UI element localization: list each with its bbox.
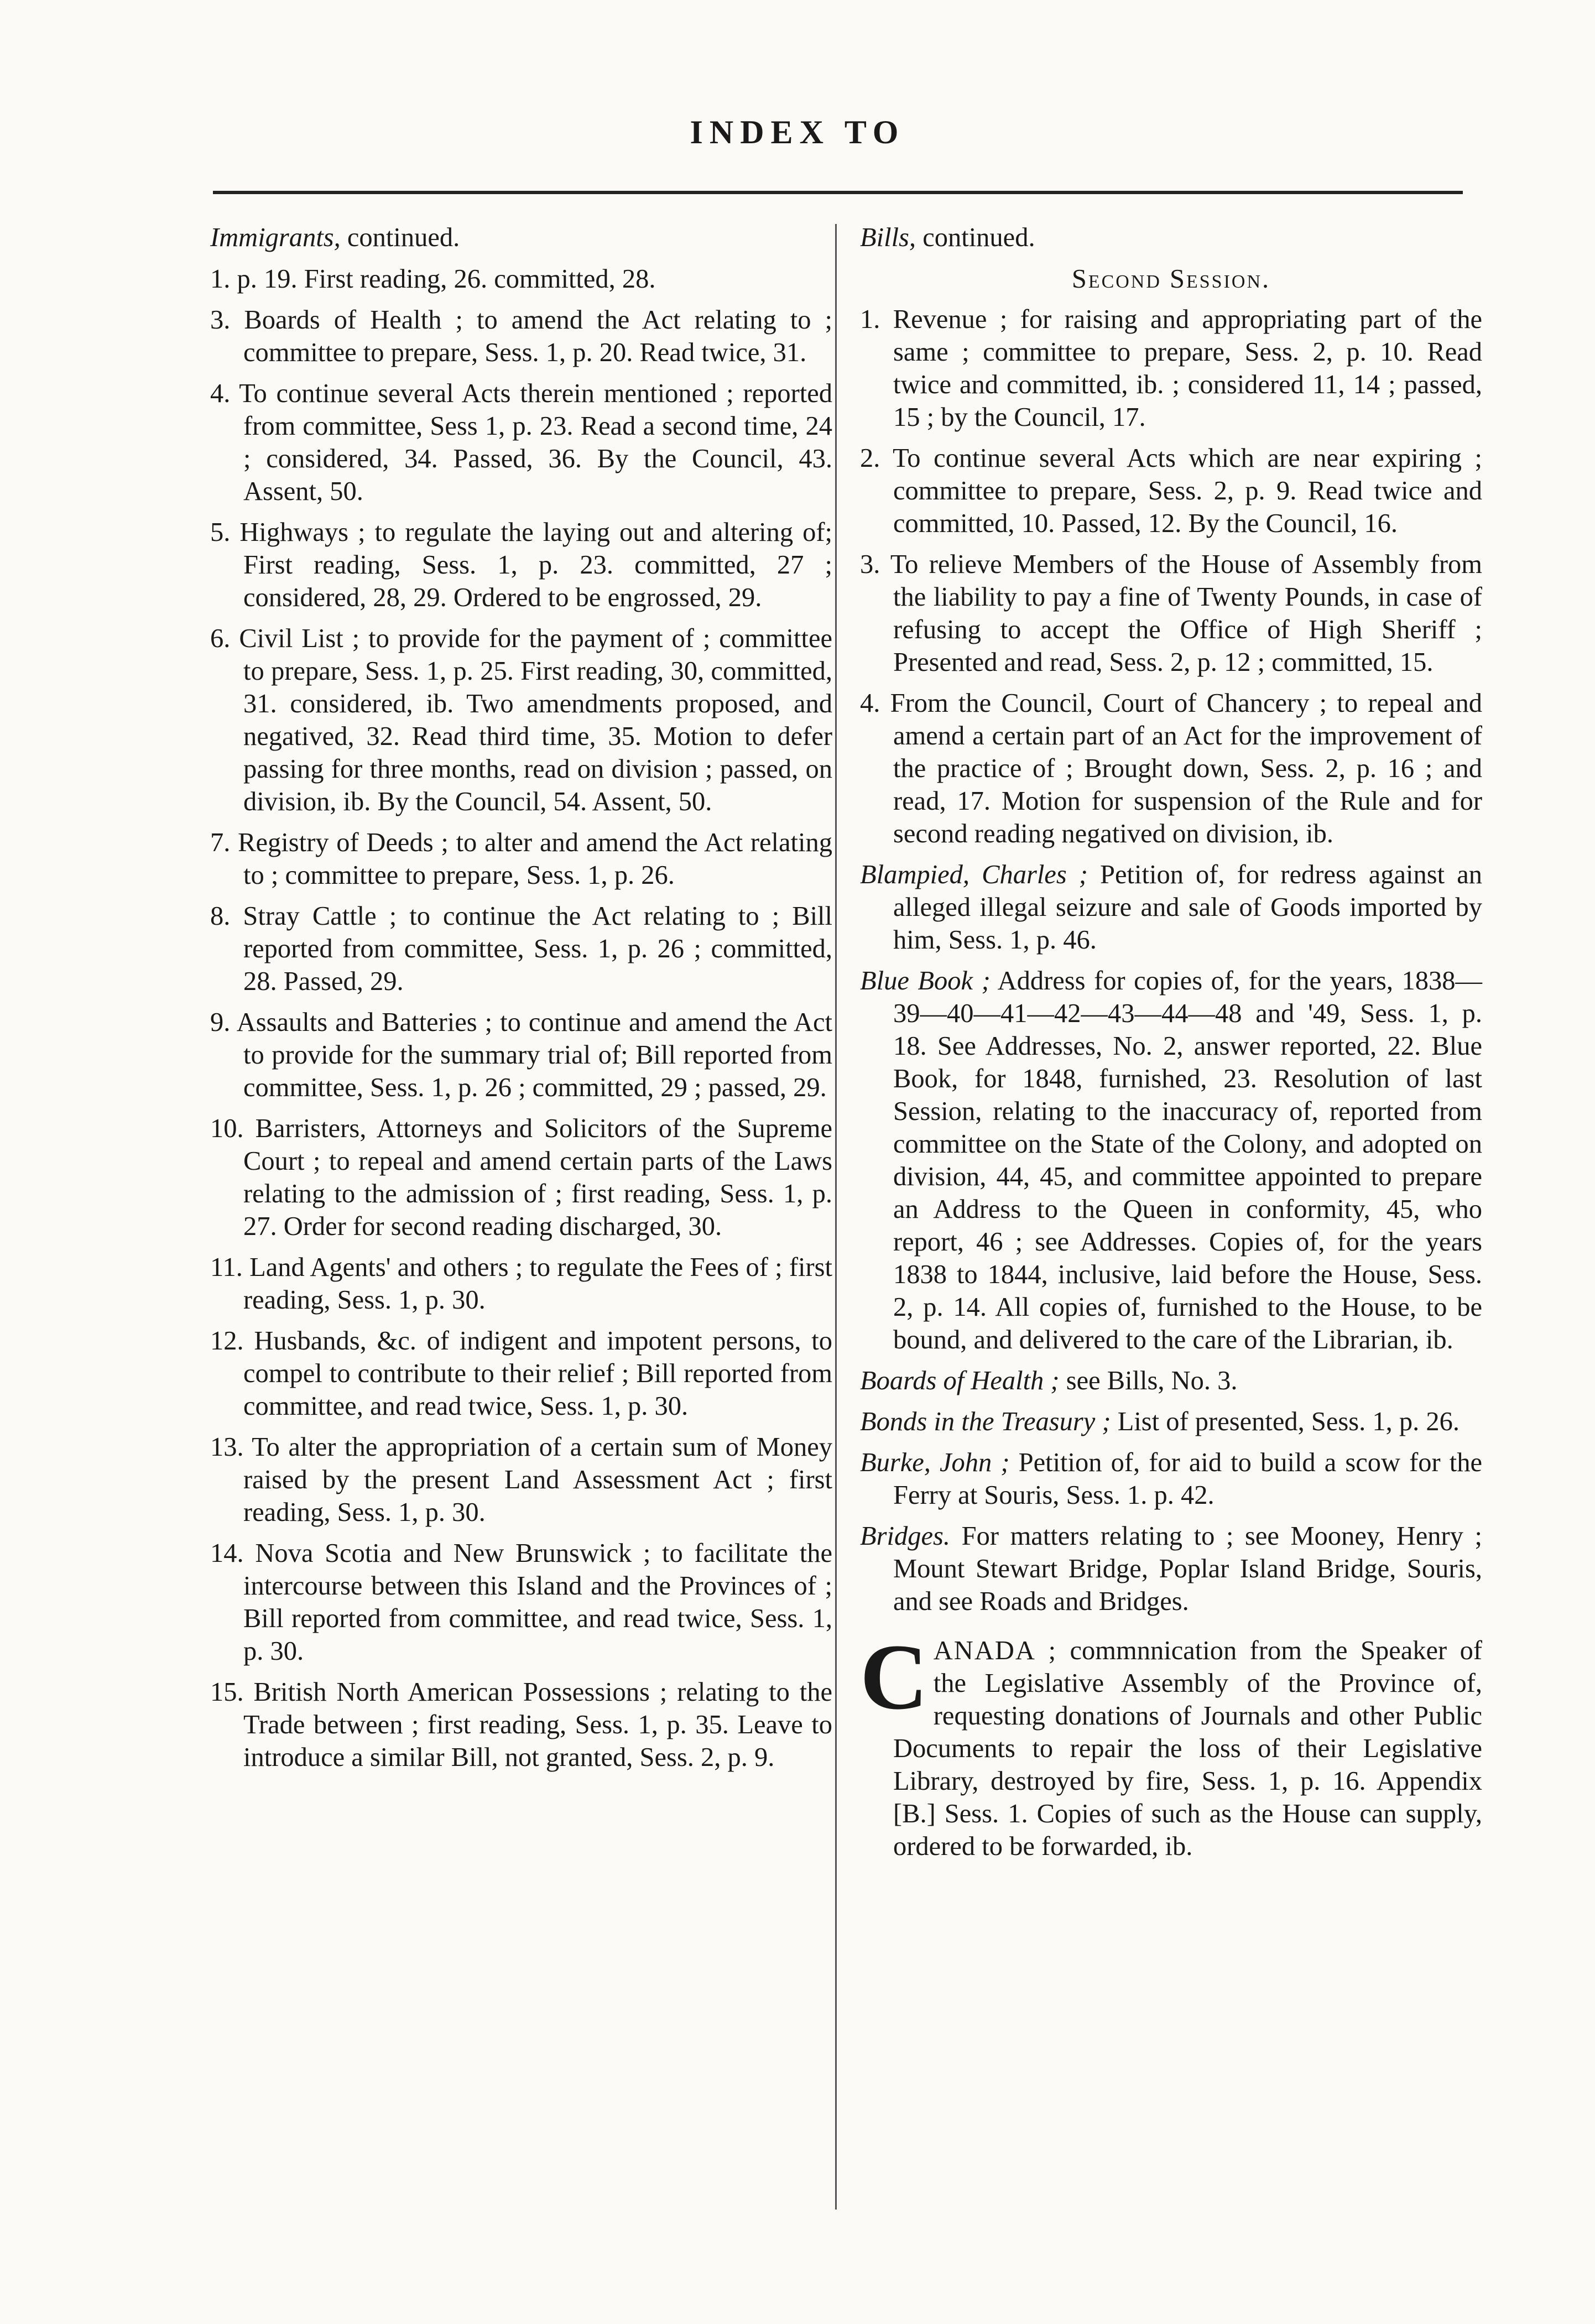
topic-text: Petition of, for redress against an alleged illegal seizure and sale of Goods imported by him, Sess. 1, p. 46. <box>893 860 1482 955</box>
heading-suffix: continued. <box>340 223 460 252</box>
index-entry: 1. Revenue ; for raising and appropriating part of the same ; committee to prepare, Sess. 2, p. 10. Read twice and committed, ib. ; considered 11, 14 ; passed, 15 ; by the Council, 17. <box>860 305 1482 432</box>
topic-text: Address for copies of, for the years, 1838—39—40—41—42—43—44—48 and '49, Sess. 1, p. 18. See Addresses, No. 2, answer reported, 22. Blue Book, for 1848, furnished, 23. Resolution of last Session, relating to the inaccuracy of, reported from committee on the State of the Colony, and adopted on division, 44, 45, and committee appointed to prepare an Address to the Queen in conformity, 45, who report, 46 ; see Addresses. Copies of, for the years 1838 to 1844, inclusive, laid before the House, Sess. 2, p. 14. All copies of, furnished to the House, to be bound, and delivered to the care of the Librarian, ib. <box>893 966 1482 1354</box>
index-entry: 2. To continue several Acts which are near expiring ; committee to prepare, Sess. 2, p. 9. Read twice and committed, 10. Passed, 12. By the Council, 16. <box>860 444 1482 538</box>
topic-entry <box>860 1405 1482 1438</box>
topic-text: see Bills, No. 3. <box>1059 1366 1238 1395</box>
topic-term: Blampied, Charles ; <box>860 860 1088 889</box>
index-entry: 11. Land Agents' and others ; to regulate the Fees of ; first reading, Sess. 1, p. 30. <box>210 1253 832 1315</box>
column-divider <box>835 224 837 2210</box>
topic-term: Bridges. <box>860 1521 951 1551</box>
left-column <box>210 221 832 1782</box>
index-entry: 8. Stray Cattle ; to continue the Act relating to ; Bill reported from committee, Sess. 1, p. 26 ; committed, 28. Passed, 29. <box>210 902 832 996</box>
topic-term: Burke, John ; <box>860 1448 1010 1477</box>
canada-entry <box>860 1625 1482 1863</box>
heading-suffix: continued. <box>916 223 1035 252</box>
index-entry: 9. Assaults and Batteries ; to continue and amend the Act to provide for the summary trial of; Bill reported from committee, Sess. 1, p. 26 ; committed, 29 ; passed, 29. <box>210 1008 832 1102</box>
heading-term: Immigrants, <box>210 223 341 252</box>
drop-cap: C <box>860 1625 928 1729</box>
index-entry: 13. To alter the appropriation of a certain sum of Money raised by the present Land Assessment Act ; first reading, Sess. 1, p. 30. <box>210 1432 832 1527</box>
topic-entry <box>860 1520 1482 1618</box>
topic-entry <box>860 858 1482 956</box>
index-entry: 15. British North American Possessions ; relating to the Trade between ; first reading, Sess. 1, p. 35. Leave to introduce a similar Bill, not granted, Sess. 2, p. 9. <box>210 1677 832 1772</box>
index-entry: 10. Barristers, Attorneys and Solicitors of the Supreme Court ; to repeal and amend certain parts of the Laws relating to the admission of ; first reading, Sess. 1, p. 27. Order for second reading discharged, 30. <box>210 1114 832 1241</box>
canada-text: commnnication from the Speaker of the Legislative Assembly of the Province of, requesting donations of Journals and other Public Documents to repair the loss of their Legislative Library, destroyed by fire, Sess. 1, p. 16. Appendix [B.] Sess. 1. Copies of such as the House can supply, ordered to be forwarded, ib. <box>893 1636 1482 1861</box>
topic-text: For matters relating to ; see Mooney, Henry ; Mount Stewart Bridge, Poplar Island Bridge, Souris, and see Roads and Bridges. <box>893 1521 1482 1616</box>
topic-term: Bonds in the Treasury ; <box>860 1407 1111 1436</box>
index-entry: 4. To continue several Acts therein mentioned ; reported from committee, Sess 1, p. 23. Read a second time, 24 ; considered, 34. Passed, 36. By the Council, 43. Assent, 50. <box>210 379 832 506</box>
header-rule <box>213 191 1463 194</box>
topic-text: List of presented, Sess. 1, p. 26. <box>1111 1407 1460 1436</box>
index-entry: 6. Civil List ; to provide for the payment of ; committee to prepare, Sess. 1, p. 25. First reading, 30, committed, 31. considered, ib. Two amendments proposed, and negatived, 32. Read third time, 35. Motion to defer passing for three months, read on division ; passed, on division, ib. By the Council, 54. Assent, 50. <box>210 624 832 816</box>
topic-text: Petition of, for aid to build a scow for the Ferry at Souris, Sess. 1. p. 42. <box>893 1448 1482 1510</box>
index-entry: 5. Highways ; to regulate the laying out and altering of; First reading, Sess. 1, p. 23. committed, 27 ; considered, 28, 29. Ordered to be engrossed, 29. <box>210 518 832 612</box>
index-entry: 1. p. 19. First reading, 26. committed, 28. <box>210 264 656 294</box>
right-column <box>860 221 1482 1863</box>
topic-entry <box>860 965 1482 1356</box>
index-entry: 14. Nova Scotia and New Brunswick ; to facilitate the intercourse between this Island and the Provinces of ; Bill reported from committee, and read twice, Sess. 1, p. 30. <box>210 1539 832 1666</box>
topic-term: Blue Book ; <box>860 966 991 996</box>
index-entry: 3. To relieve Members of the House of Assembly from the liability to pay a fine of Twenty Pounds, in case of refusing to accept the Office of High Sheriff ; Presented and read, Sess. 2, p. 12 ; committed, 15. <box>860 550 1482 677</box>
canada-term: ANADA ; <box>933 1636 1057 1665</box>
right-heading <box>860 221 1482 254</box>
index-entry: 12. Husbands, &c. of indigent and impotent persons, to compel to contribute to their relief ; Bill reported from committee, and read twice, Sess. 1, p. 30. <box>210 1326 832 1421</box>
topic-entry <box>860 1364 1482 1397</box>
heading-term: Bills, <box>860 223 916 252</box>
index-entry: 7. Registry of Deeds ; to alter and amend the Act relating to ; committee to prepare, Sess. 1, p. 26. <box>210 828 832 890</box>
session-heading: Second Session. <box>1071 264 1271 294</box>
page-header: INDEX TO <box>690 114 905 150</box>
topic-entry <box>860 1446 1482 1512</box>
index-entry: 4. From the Council, Court of Chancery ; to repeal and amend a certain part of an Act for the improvement of the practice of ; Brought down, Sess. 2, p. 16 ; and read, 17. Motion for suspension of the Rule and for second reading negatived on division, ib. <box>860 689 1482 848</box>
index-entry: 3. Boards of Health ; to amend the Act relating to ; committee to prepare, Sess. 1, p. 20. Read twice, 31. <box>210 305 832 367</box>
left-heading <box>210 221 832 254</box>
topic-term: Boards of Health ; <box>860 1366 1060 1395</box>
